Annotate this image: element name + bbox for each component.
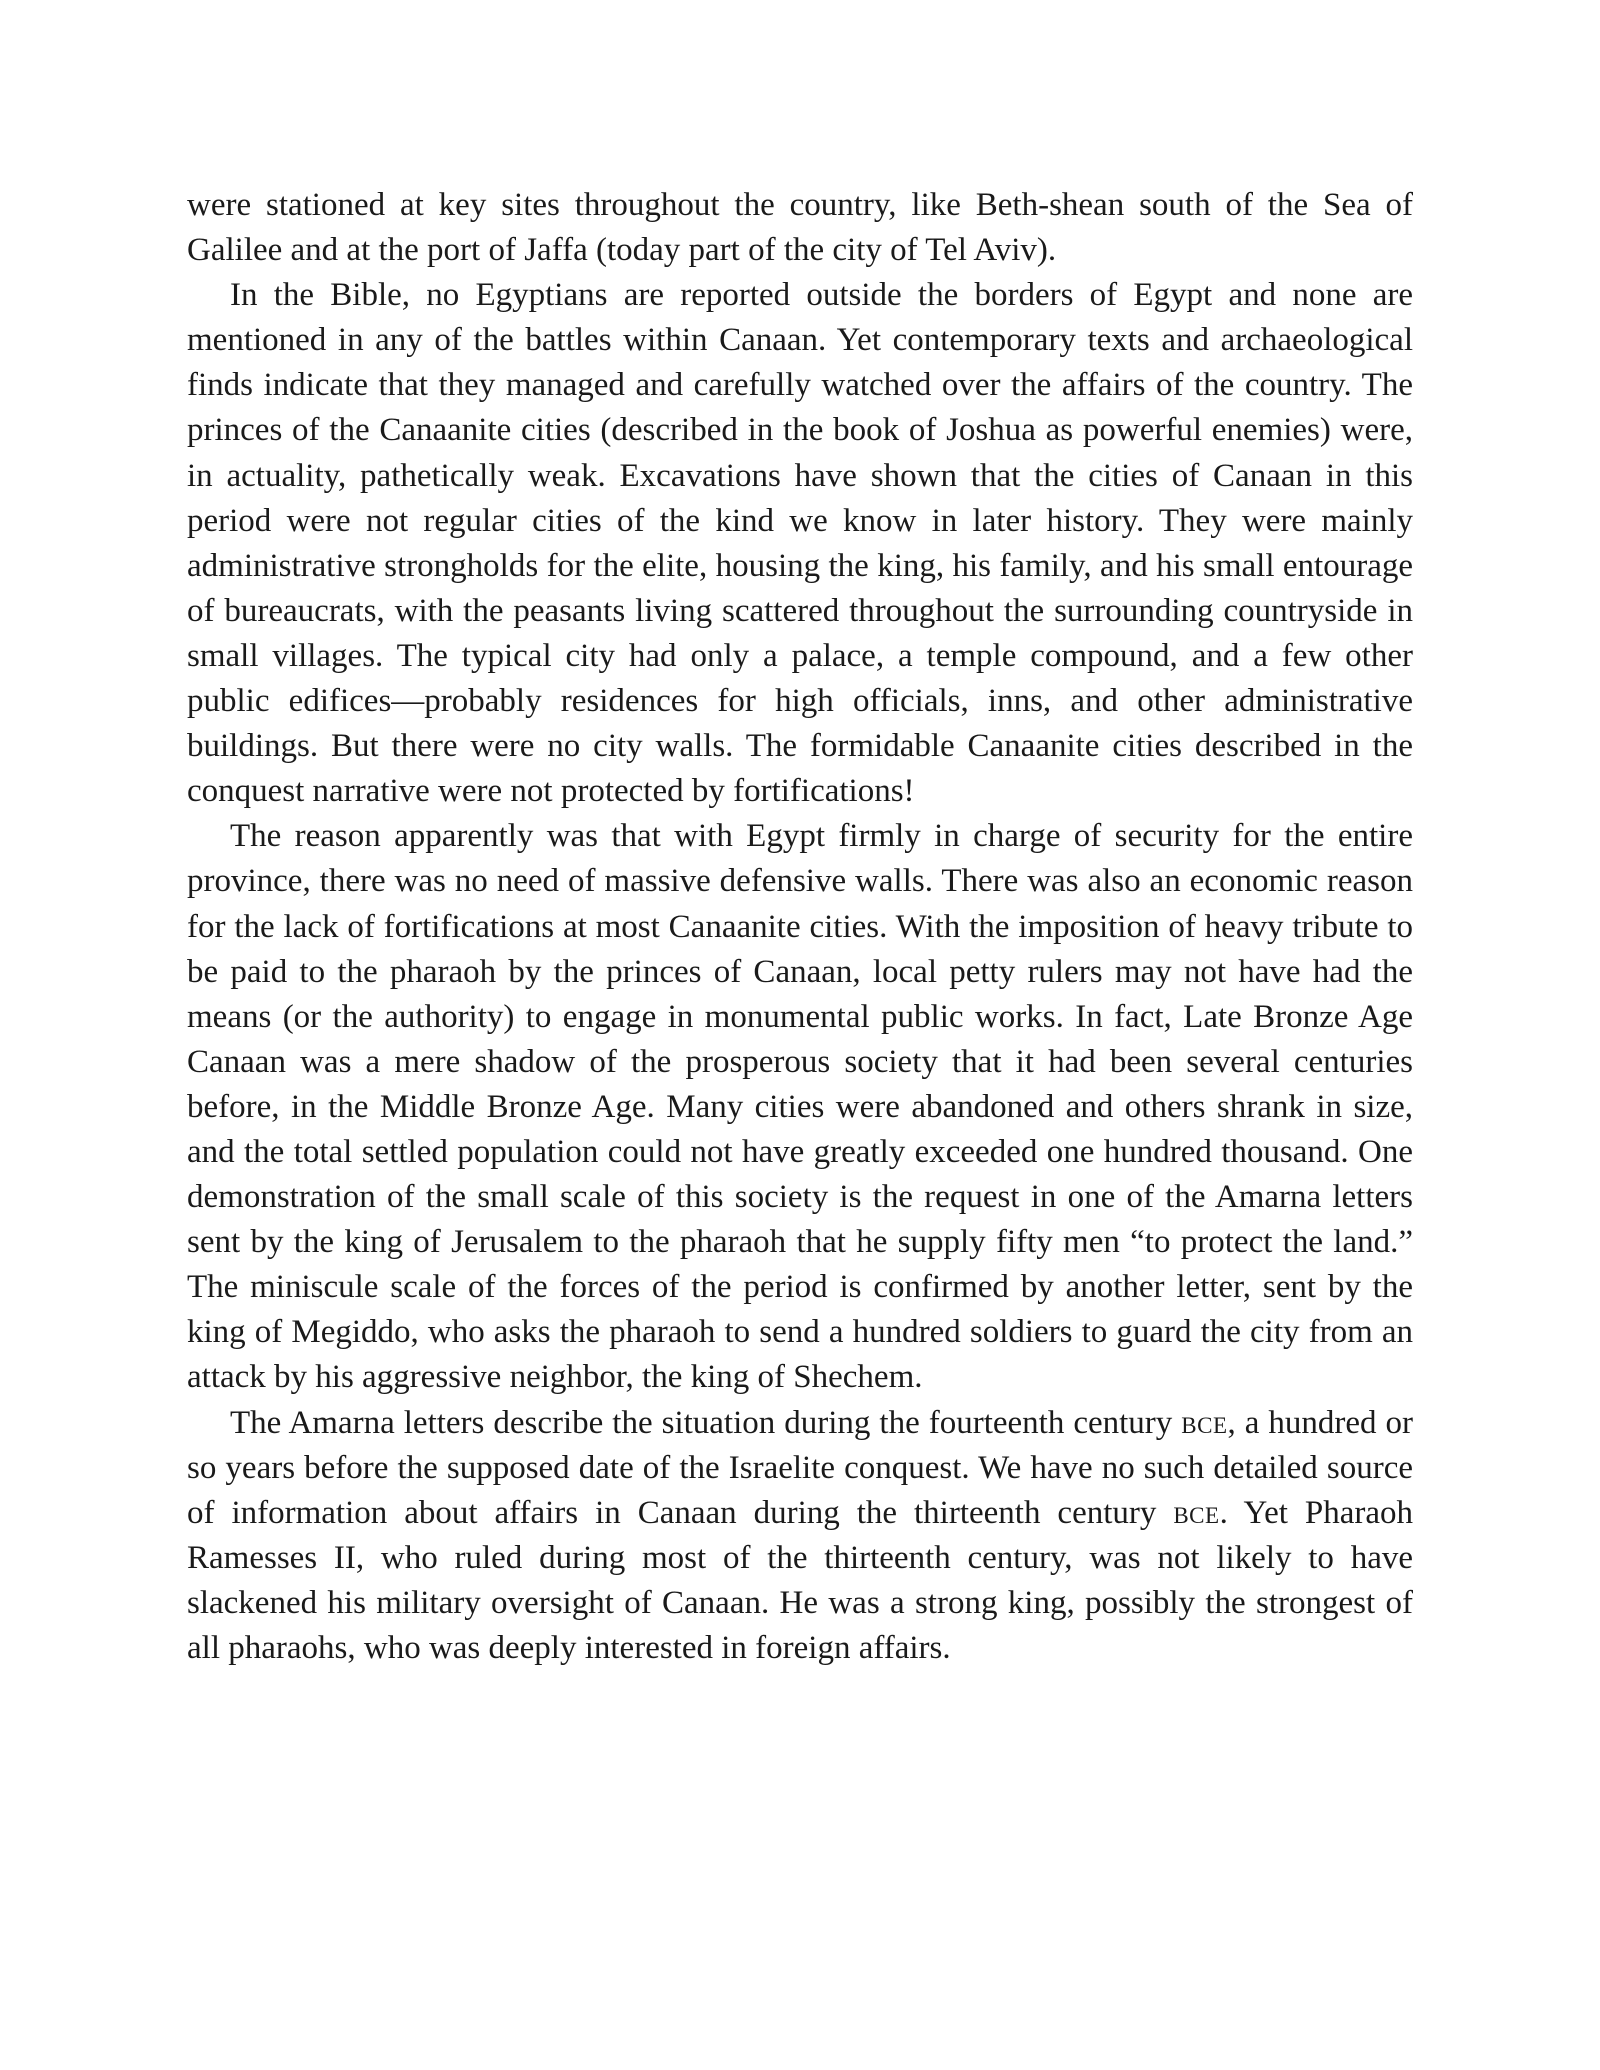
- paragraph-text: In the Bible, no Egyptians are reported outside the borders of Egypt and none are mentioned in any of the battles within Canaan. Yet contemporary texts and archaeological finds indicate that they managed and carefully watched over the affairs of the country. The princes of the Canaanite cities (described in the book of Joshua as powerful enemies) were, in actuality, pathetically weak. Excavations have shown that the cities of Canaan in this period were not regular cities of the kind we know in later history. They were mainly administrative strongholds for the elite, housing the king, his family, and his small entourage of bureaucrats, with the peasants living scattered throughout the surrounding countryside in small villages. The typical city had only a palace, a temple compound, and a few other public edifices—probably residences for high officials, inns, and other administrative buildings. But there were no city walls. The formidable Canaanite cities described in the conquest narrative were not protected by fortifications!: [187, 277, 1413, 810]
- paragraph-text: were stationed at key sites throughout the country, like Beth-shean south of the Sea of Galilee and at the port of Jaffa (today part of the city of Tel Aviv).: [187, 187, 1413, 269]
- paragraph-text: , a hundred or so years before the supposed date of the Israelite conquest. We have no such detailed source of information about affairs in Canaan during the thirteenth century: [187, 1404, 1413, 1531]
- paragraph-text: The reason apparently was that with Egypt firmly in charge of security for the entire province, there was no need of massive defensive walls. There was also an economic reason for the lack of fortifications at most Canaanite cities. With the imposition of heavy tribute to be paid to the pharaoh by the princes of Canaan, local petty rulers may not have had the means (or the authority) to engage in monumental public works. In fact, Late Bronze Age Canaan was a mere shadow of the prosperous society that it had been several centuries before, in the Middle Bronze Age. Many cities were abandoned and others shrank in size, and the total settled population could not have greatly exceeded one hundred thousand. One demonstration of the small scale of this society is the request in one of the Amarna letters sent by the king of Jerusalem to the pharaoh that he supply fifty men “to protect the land.” The miniscule scale of the forces of the period is confirmed by another letter, sent by the king of Megiddo, who asks the pharaoh to send a hundred soldiers to guard the city from an attack by his aggressive neighbor, the king of Shechem.: [187, 818, 1413, 1396]
- paragraph-4: [187, 1401, 1413, 1672]
- paragraph-1: [187, 183, 1413, 273]
- paragraph-text: . Yet Pharaoh Ramesses II, who ruled during most of the thirteenth century, was not likely to have slackened his military oversight of Canaan. He was a strong king, possibly the strongest of all pharaohs, who was deeply interested in foreign affairs.: [187, 1494, 1413, 1666]
- page-body: [187, 183, 1413, 1671]
- paragraph-2: [187, 273, 1413, 814]
- era-abbreviation: bce: [1173, 1494, 1220, 1531]
- paragraph-text: The Amarna letters describe the situation during the fourteenth century: [230, 1404, 1182, 1441]
- paragraph-3: [187, 814, 1413, 1400]
- era-abbreviation: bce: [1181, 1404, 1228, 1441]
